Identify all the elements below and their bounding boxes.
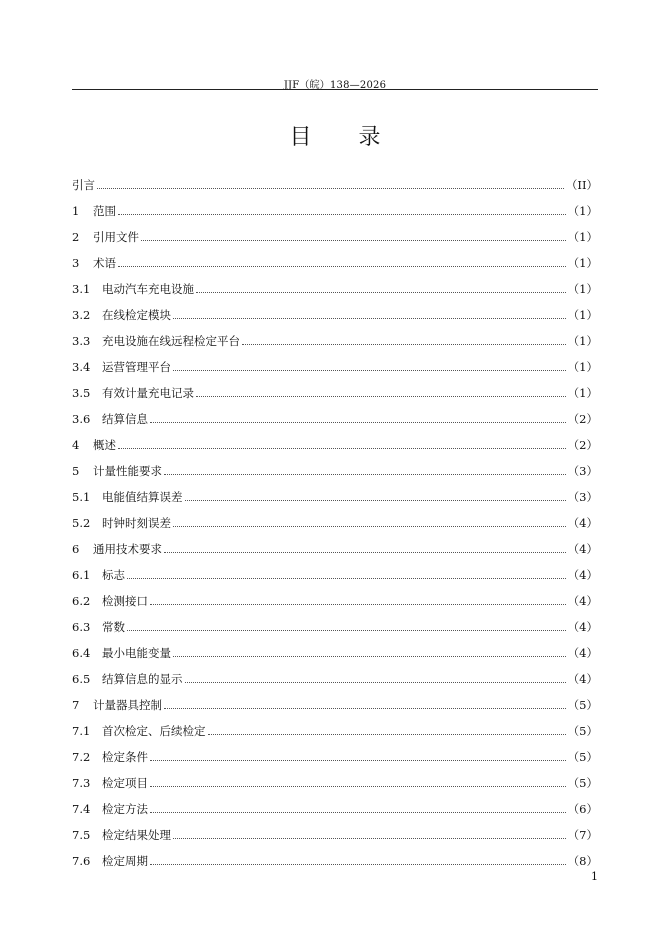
dot-leader xyxy=(164,552,566,553)
toc-entry-number: 3 xyxy=(72,256,80,270)
toc-entry[interactable] xyxy=(72,588,598,614)
dot-leader xyxy=(150,864,566,865)
toc-entry-page: （4） xyxy=(567,568,598,582)
dot-leader xyxy=(173,370,566,371)
toc-entry-label: 计量器具控制 xyxy=(93,698,162,712)
dot-leader xyxy=(127,630,566,631)
dot-leader xyxy=(97,188,564,189)
toc-entry-label: 首次检定、后续检定 xyxy=(102,724,206,738)
toc-entry-number: 7.5 xyxy=(72,828,91,842)
dot-leader xyxy=(150,786,566,787)
dot-leader xyxy=(150,422,566,423)
toc-entry-number: 6 xyxy=(72,542,80,556)
toc-entry-number: 3.6 xyxy=(72,412,91,426)
dot-leader xyxy=(150,604,566,605)
toc-entry-label: 充电设施在线远程检定平台 xyxy=(102,334,240,348)
toc-entry-number: 7.2 xyxy=(72,750,91,764)
toc-entry-page: （3） xyxy=(567,490,598,504)
toc-entry-number: 3.2 xyxy=(72,308,91,322)
toc-entry[interactable] xyxy=(72,562,598,588)
dot-leader xyxy=(127,578,566,579)
toc-entry[interactable] xyxy=(72,848,598,874)
toc-entry-label: 概述 xyxy=(93,438,116,452)
toc-entry-page: （1） xyxy=(567,308,598,322)
toc-entry[interactable] xyxy=(72,718,598,744)
toc-entry-label: 术语 xyxy=(93,256,116,270)
toc-entry-page: （4） xyxy=(567,620,598,634)
header-rule xyxy=(72,89,598,90)
dot-leader xyxy=(173,526,566,527)
toc-entry-page: （6） xyxy=(567,802,598,816)
toc-entry-label: 引用文件 xyxy=(93,230,139,244)
toc-entry-page: （8） xyxy=(567,854,598,868)
toc-entry[interactable] xyxy=(72,614,598,640)
dot-leader xyxy=(173,838,566,839)
toc-entry[interactable] xyxy=(72,692,598,718)
toc-entry[interactable] xyxy=(72,666,598,692)
toc-entry-number: 5 xyxy=(72,464,80,478)
table-of-contents xyxy=(72,172,598,874)
dot-leader xyxy=(164,474,566,475)
toc-entry-page: （5） xyxy=(567,776,598,790)
toc-entry[interactable] xyxy=(72,276,598,302)
toc-entry[interactable] xyxy=(72,250,598,276)
toc-entry[interactable] xyxy=(72,770,598,796)
dot-leader xyxy=(118,266,566,267)
toc-entry-page: （4） xyxy=(567,672,598,686)
toc-entry-number: 6.3 xyxy=(72,620,91,634)
toc-entry-number: 7.4 xyxy=(72,802,91,816)
toc-entry-page: （7） xyxy=(567,828,598,842)
toc-entry[interactable] xyxy=(72,354,598,380)
toc-entry-page: （5） xyxy=(567,724,598,738)
toc-entry-page: （3） xyxy=(567,464,598,478)
toc-entry[interactable] xyxy=(72,640,598,666)
dot-leader xyxy=(118,448,566,449)
dot-leader xyxy=(173,656,566,657)
toc-entry-label: 最小电能变量 xyxy=(102,646,171,660)
toc-entry[interactable] xyxy=(72,224,598,250)
toc-entry-number: 2 xyxy=(72,230,80,244)
toc-entry-number: 1 xyxy=(72,204,80,218)
toc-entry-label: 结算信息 xyxy=(102,412,148,426)
toc-entry[interactable] xyxy=(72,510,598,536)
toc-entry-label: 检测接口 xyxy=(102,594,148,608)
toc-entry-number: 3.5 xyxy=(72,386,91,400)
toc-entry-page: （4） xyxy=(567,646,598,660)
toc-entry[interactable] xyxy=(72,458,598,484)
toc-entry-label: 范围 xyxy=(93,204,116,218)
dot-leader xyxy=(196,292,566,293)
toc-entry-page: （1） xyxy=(567,230,598,244)
toc-entry-number: 5.1 xyxy=(72,490,91,504)
toc-entry-label: 引言 xyxy=(72,178,95,192)
toc-entry-page: （4） xyxy=(567,542,598,556)
dot-leader xyxy=(185,682,566,683)
toc-entry[interactable] xyxy=(72,432,598,458)
toc-entry-label: 通用技术要求 xyxy=(93,542,162,556)
toc-entry[interactable] xyxy=(72,380,598,406)
dot-leader xyxy=(118,214,566,215)
toc-entry-number: 3.4 xyxy=(72,360,91,374)
toc-entry-page: （1） xyxy=(567,256,598,270)
toc-entry-label: 检定项目 xyxy=(102,776,148,790)
toc-entry[interactable] xyxy=(72,406,598,432)
toc-entry-label: 时钟时刻误差 xyxy=(102,516,171,530)
toc-entry-number: 7.1 xyxy=(72,724,91,738)
toc-entry-number: 3.3 xyxy=(72,334,91,348)
toc-entry-page: （4） xyxy=(567,516,598,530)
toc-entry-page: （2） xyxy=(567,412,598,426)
toc-entry-number: 4 xyxy=(72,438,80,452)
toc-entry-number: 6.4 xyxy=(72,646,91,660)
toc-entry[interactable] xyxy=(72,172,598,198)
dot-leader xyxy=(150,812,566,813)
toc-entry-page: （2） xyxy=(567,438,598,452)
toc-entry[interactable] xyxy=(72,744,598,770)
toc-entry-label: 运营管理平台 xyxy=(102,360,171,374)
dot-leader xyxy=(185,500,566,501)
toc-entry-page: （1） xyxy=(567,386,598,400)
dot-leader xyxy=(196,396,566,397)
toc-entry-label: 有效计量充电记录 xyxy=(102,386,194,400)
toc-entry-page: （4） xyxy=(567,594,598,608)
toc-entry-label: 结算信息的显示 xyxy=(102,672,183,686)
dot-leader xyxy=(173,318,566,319)
toc-entry-label: 标志 xyxy=(102,568,125,582)
dot-leader xyxy=(242,344,566,345)
toc-entry-label: 检定方法 xyxy=(102,802,148,816)
toc-entry-page: （II） xyxy=(565,178,598,192)
toc-entry[interactable] xyxy=(72,198,598,224)
toc-entry[interactable] xyxy=(72,328,598,354)
dot-leader xyxy=(150,760,566,761)
toc-entry-number: 6.2 xyxy=(72,594,91,608)
toc-entry-page: （1） xyxy=(567,360,598,374)
toc-entry-number: 5.2 xyxy=(72,516,91,530)
toc-entry-number: 7 xyxy=(72,698,80,712)
toc-entry-page: （1） xyxy=(567,282,598,296)
toc-entry-number: 7.6 xyxy=(72,854,91,868)
toc-entry-number: 3.1 xyxy=(72,282,91,296)
toc-entry[interactable] xyxy=(72,796,598,822)
toc-entry[interactable] xyxy=(72,822,598,848)
toc-entry[interactable] xyxy=(72,536,598,562)
toc-entry[interactable] xyxy=(72,484,598,510)
toc-entry-page: （5） xyxy=(567,750,598,764)
toc-entry-page: （1） xyxy=(567,334,598,348)
toc-entry-number: 6.1 xyxy=(72,568,91,582)
toc-entry-label: 检定周期 xyxy=(102,854,148,868)
toc-entry-label: 常数 xyxy=(102,620,125,634)
toc-entry[interactable] xyxy=(72,302,598,328)
dot-leader xyxy=(208,734,566,735)
page-number: 1 xyxy=(591,870,598,883)
toc-entry-number: 6.5 xyxy=(72,672,91,686)
toc-entry-label: 检定结果处理 xyxy=(102,828,171,842)
toc-entry-page: （1） xyxy=(567,204,598,218)
toc-entry-page: （5） xyxy=(567,698,598,712)
toc-entry-label: 计量性能要求 xyxy=(93,464,162,478)
dot-leader xyxy=(164,708,566,709)
toc-entry-label: 在线检定模块 xyxy=(102,308,171,322)
toc-entry-number: 7.3 xyxy=(72,776,91,790)
toc-entry-label: 电动汽车充电设施 xyxy=(102,282,194,296)
toc-entry-label: 电能值结算误差 xyxy=(102,490,183,504)
toc-entry-label: 检定条件 xyxy=(102,750,148,764)
dot-leader xyxy=(141,240,566,241)
page-title: 目 录 xyxy=(289,125,401,150)
document-code-header: JJF（皖）138—2026 xyxy=(283,80,387,91)
